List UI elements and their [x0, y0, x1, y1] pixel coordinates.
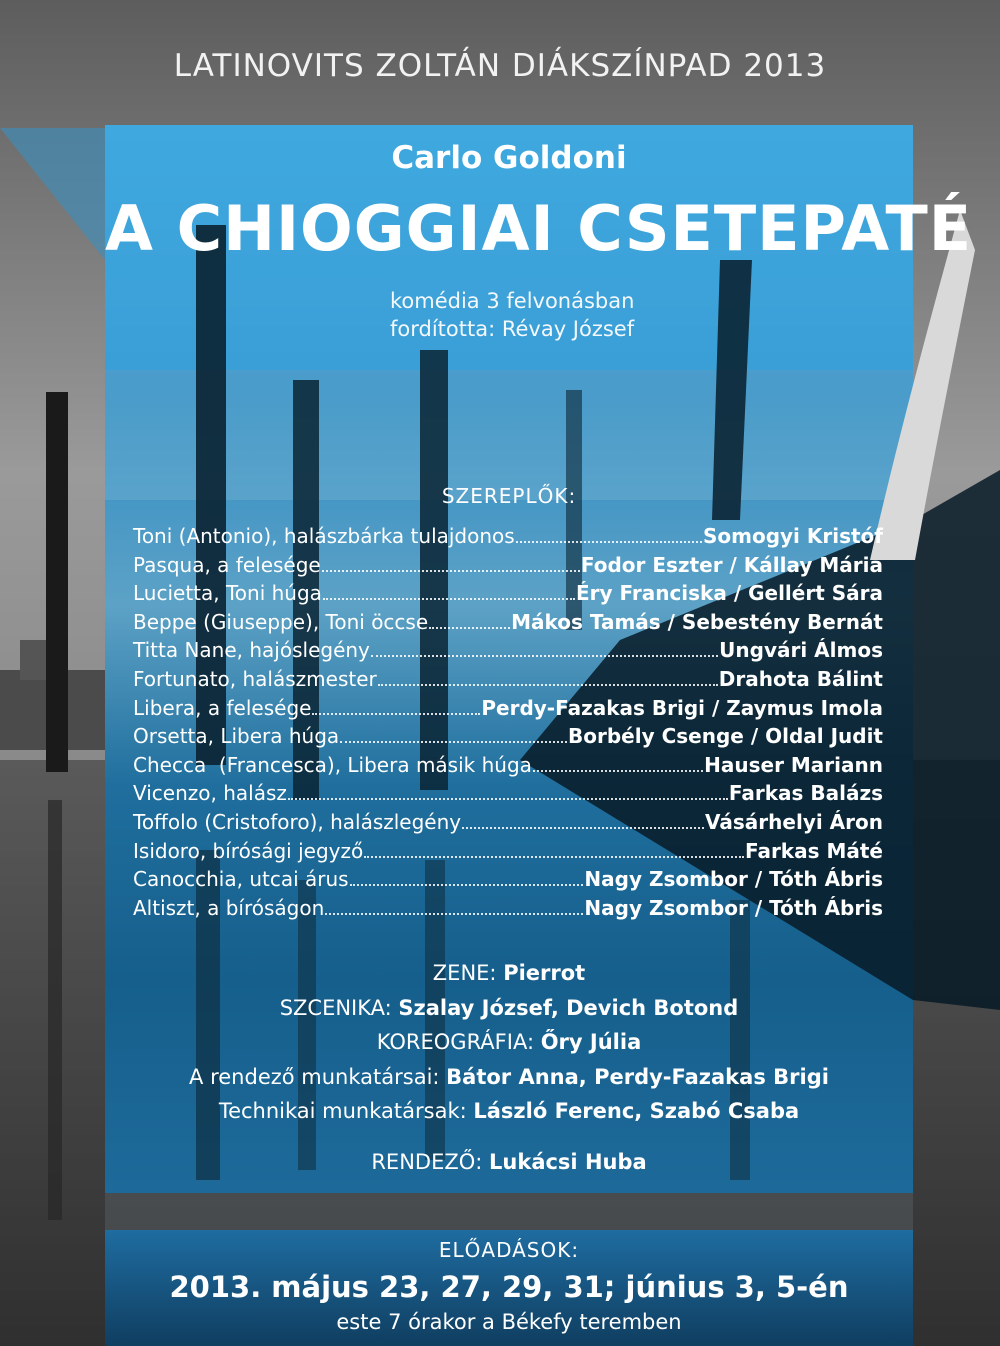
- credit-label: RENDEZŐ:: [371, 1149, 490, 1174]
- role-name: Canocchia, utcai árus: [133, 867, 349, 892]
- credit-choreography: [105, 1025, 913, 1060]
- leader-dots: [312, 713, 480, 715]
- credit-technical: [105, 1094, 913, 1129]
- role-name: Fortunato, halászmester: [133, 666, 377, 691]
- leader-dots: [429, 627, 510, 629]
- role-name: Beppe (Giuseppe), Toni öccse: [133, 609, 429, 634]
- cast-row: [133, 781, 883, 810]
- leader-dots: [371, 655, 718, 657]
- credit-value: Lukácsi Huba: [489, 1149, 647, 1174]
- actor-name: Mákos Tamás / Sebestény Bernát: [511, 609, 883, 634]
- role-name: Orsetta, Libera húga: [133, 724, 340, 749]
- leader-dots: [288, 798, 728, 800]
- cast-row: [133, 581, 883, 610]
- leader-dots: [364, 856, 744, 858]
- cast-row: [133, 667, 883, 696]
- leader-dots: [325, 913, 583, 915]
- credit-assistants: [105, 1060, 913, 1095]
- leader-dots: [516, 541, 702, 543]
- actor-name: Nagy Zsombor / Tóth Ábris: [584, 867, 883, 892]
- credits-block: [105, 956, 913, 1179]
- credit-director: [105, 1145, 913, 1180]
- translator-line: fordította: Révay József: [390, 317, 635, 341]
- credit-label: KOREOGRÁFIA:: [376, 1030, 541, 1054]
- credit-label: A rendező munkatársai:: [189, 1064, 447, 1089]
- credit-value: Szalay József, Devich Botond: [398, 995, 739, 1020]
- author-name: Carlo Goldoni: [391, 140, 627, 176]
- leader-dots: [533, 770, 703, 772]
- credit-label: ZENE:: [432, 961, 504, 985]
- actor-name: Perdy-Fazakas Brigi / Zaymus Imola: [481, 695, 883, 720]
- cast-row: [133, 553, 883, 582]
- cast-heading: SZEREPLŐK:: [441, 484, 577, 508]
- role-name: Toffolo (Cristoforo), halászlegény: [133, 809, 462, 834]
- performance-dates: 2013. május 23, 27, 29, 31; június 3, 5-én: [169, 1270, 849, 1304]
- actor-name: Nagy Zsombor / Tóth Ábris: [584, 895, 883, 920]
- cast-row: [133, 696, 883, 725]
- cast-row: [133, 839, 883, 868]
- credit-value: László Ferenc, Szabó Csaba: [473, 1099, 800, 1123]
- actor-name: Somogyi Kristóf: [702, 524, 883, 548]
- cast-row: [133, 524, 883, 553]
- actor-name: Hauser Mariann: [704, 752, 883, 777]
- leader-dots: [322, 570, 580, 572]
- leader-dots: [378, 684, 718, 686]
- role-name: Vicenzo, halász: [133, 781, 287, 806]
- role-name: Lucietta, Toni húga: [133, 581, 322, 606]
- cast-row: [133, 867, 883, 896]
- actor-name: Borbély Csenge / Oldal Judit: [568, 724, 883, 749]
- cast-row: [133, 753, 883, 782]
- role-name: Toni (Antonio), halászbárka tulajdonos: [133, 524, 515, 548]
- role-name: Titta Nane, hajóslegény: [133, 638, 370, 663]
- actor-name: Ungvári Álmos: [719, 638, 883, 663]
- actor-name: Éry Franciska / Gellért Sára: [575, 581, 883, 606]
- credit-value: Pierrot: [503, 961, 586, 985]
- leader-dots: [323, 598, 575, 600]
- cast-row: [133, 610, 883, 639]
- performances-heading: ELŐADÁSOK:: [438, 1238, 580, 1262]
- credit-label: SZCENIKA:: [279, 995, 399, 1020]
- cast-row: [133, 724, 883, 753]
- actor-name: Farkas Balázs: [728, 781, 883, 806]
- performance-time: este 7 órakor a Békefy teremben: [336, 1310, 682, 1334]
- role-name: Isidoro, bírósági jegyző: [133, 838, 364, 863]
- leader-dots: [350, 884, 584, 886]
- credit-label: Technikai munkatársak:: [218, 1099, 474, 1123]
- actor-name: Fodor Eszter / Kállay Mária: [580, 552, 883, 577]
- genre-line: komédia 3 felvonásban: [390, 289, 635, 313]
- actor-name: Vásárhelyi Áron: [705, 809, 883, 834]
- leader-dots: [340, 741, 567, 743]
- role-name: Altiszt, a bíróságon: [133, 895, 325, 920]
- credit-set: [105, 991, 913, 1026]
- cast-list: [133, 524, 883, 924]
- festival-title: LATINOVITS ZOLTÁN DIÁKSZÍNPAD 2013: [173, 48, 827, 84]
- role-name: Libera, a felesége: [133, 695, 312, 720]
- role-name: Pasqua, a felesége: [133, 552, 321, 577]
- role-name: Checca (Francesca), Libera másik húga: [133, 752, 532, 777]
- actor-name: Farkas Máté: [744, 838, 883, 863]
- cast-row: [133, 896, 883, 925]
- credit-music: [105, 956, 913, 991]
- leader-dots: [462, 827, 704, 829]
- cast-row: [133, 810, 883, 839]
- actor-name: Drahota Bálint: [718, 666, 883, 691]
- credit-value: Bátor Anna, Perdy-Fazakas Brigi: [446, 1064, 829, 1089]
- credit-value: Őry Júlia: [540, 1030, 642, 1054]
- cast-row: [133, 638, 883, 667]
- play-title: A CHIOGGIAI CSETEPATÉ: [105, 192, 973, 265]
